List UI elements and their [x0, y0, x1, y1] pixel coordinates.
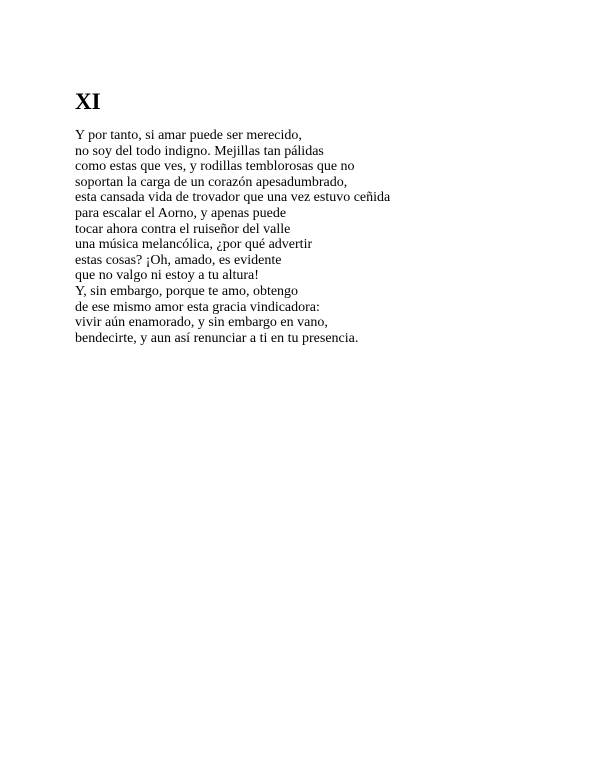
poem-line: de ese mismo amor esta gracia vindicadora:	[75, 299, 320, 315]
poem-line: esta cansada vida de trovador que una vez estuvo ceñida	[75, 190, 391, 206]
poem-line: estas cosas? ¡Oh, amado, es evidente	[75, 252, 282, 268]
poem-line: no soy del todo indigno. Mejillas tan pálidas	[75, 143, 324, 159]
poem-line: una música melancólica, ¿por qué advertir	[75, 237, 313, 253]
poem-line: como estas que ves, y rodillas temblorosas que no	[75, 159, 355, 175]
sonnet-title: XI	[75, 89, 101, 114]
poem-line: para escalar el Aorno, y apenas puede	[75, 205, 287, 221]
poem-line: bendecirte, y aun así renunciar a ti en tu presencia.	[75, 330, 359, 346]
poem-line: Y, sin embargo, porque te amo, obtengo	[75, 283, 299, 299]
poem-body	[75, 128, 390, 346]
poem-line: Y por tanto, si amar puede ser merecido,	[75, 128, 302, 143]
poem-line: tocar ahora contra el ruiseñor del valle	[75, 221, 291, 237]
poem-line: que no valgo ni estoy a tu altura!	[75, 268, 259, 284]
poem-line: vivir aún enamorado, y sin embargo en vano,	[75, 315, 328, 331]
poem-line: soportan la carga de un corazón apesadumbrado,	[75, 174, 348, 190]
